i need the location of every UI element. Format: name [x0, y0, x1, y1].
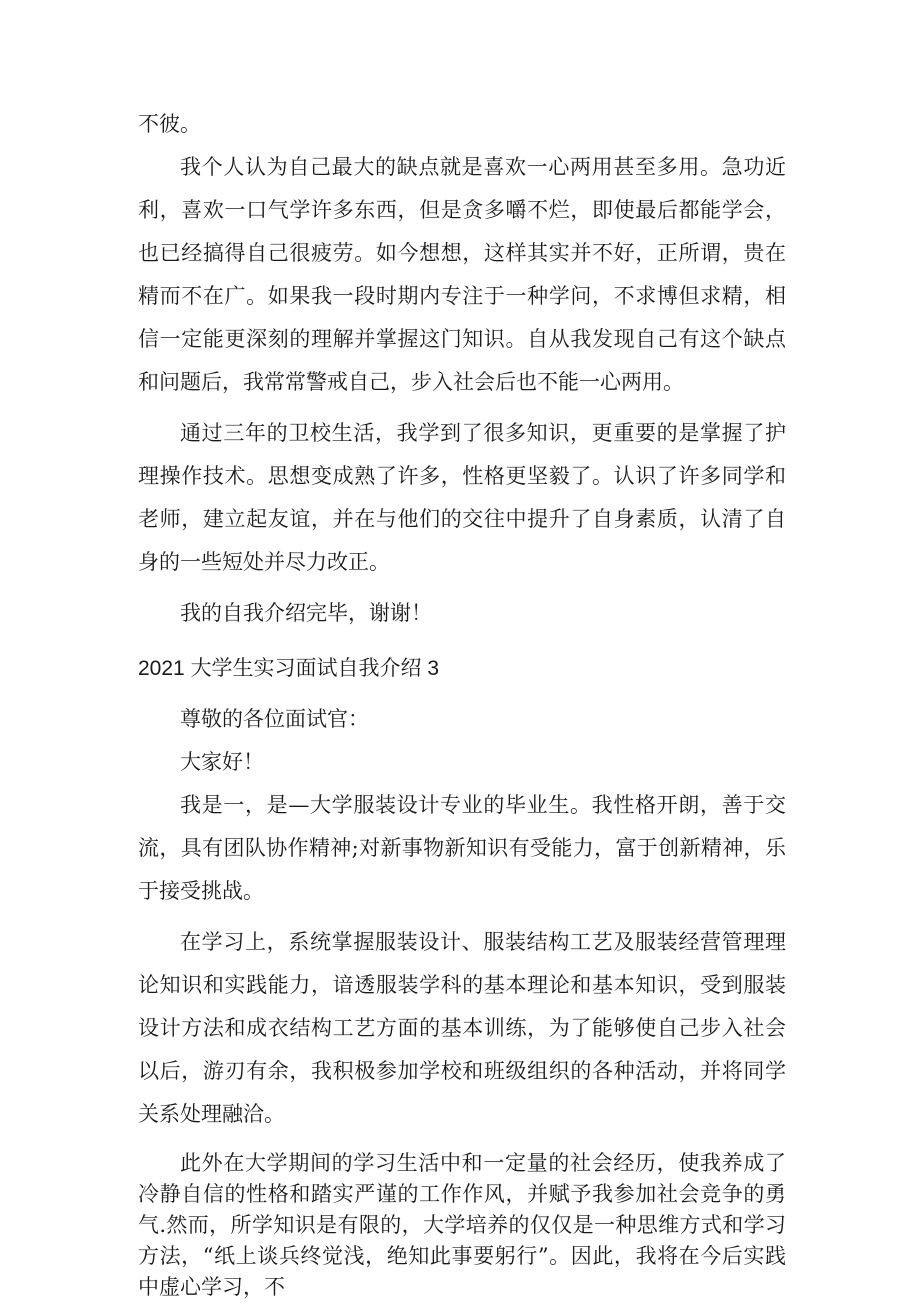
paragraph-greeting: 大家好！ — [180, 750, 264, 774]
document-page — [138, 103, 786, 1303]
paragraph-salutation: 尊敬的各位面试官： — [180, 707, 369, 731]
paragraph-experience: 此外在大学期间的学习生活中和一定量的社会经历，使我养成了冷静自信的性格和踏实严谨的工作作风，并赋予我参加社会竞争的勇气.然而，所学知识是有限的，大学培养的仅仅是一种思维方式和学习方法，“纸上谈兵终觉浅，绝知此事要躬行”。因此，我将在今后实践中虚心学习，不 — [138, 1151, 786, 1299]
paragraph-study: 在学习上，系统掌握服装设计、服装结构工艺及服装经营管理理论知识和实践能力，谙透服装学科的基本理论和基本知识，受到服装设计方法和成衣结构工艺方面的基本训练，为了能够使自己步入社会以后，游刃有余，我积极参加学校和班级组织的各种活动，并将同学关系处理融洽。 — [138, 930, 786, 1126]
section-heading: 2021 大学生实习面试自我介绍 3 — [138, 657, 440, 680]
paragraph-school-life: 通过三年的卫校生活，我学到了很多知识，更重要的是掌握了护理操作技术。思想变成熟了许多，性格更坚毅了。认识了许多同学和老师，建立起友谊，并在与他们的交往中提升了自身素质，认清了自身的一些短处并尽力改正。 — [138, 421, 786, 574]
paragraph-weakness: 我个人认为自己最大的缺点就是喜欢一心两用甚至多用。急功近利，喜欢一口气学许多东西，但是贪多嚼不烂，即使最后都能学会，也已经搞得自己很疲劳。如今想想，这样其实并不好，正所谓，贵在精而不在广。如果我一段时期内专注于一种学问，不求博但求精，相信一定能更深刻的理解并掌握这门知识。自从我发现自己有这个缺点和问题后，我常常警戒自己，步入社会后也不能一心两用。 — [138, 155, 786, 394]
paragraph-closing: 我的自我介绍完毕，谢谢！ — [180, 601, 432, 625]
paragraph-intro: 我是一，是—大学服装设计专业的毕业生。我性格开朗，善于交流，具有团队协作精神;对新事物新知识有受能力，富于创新精神，乐于接受挑战。 — [138, 793, 786, 903]
paragraph-continuation: 不彼。 — [138, 112, 201, 136]
